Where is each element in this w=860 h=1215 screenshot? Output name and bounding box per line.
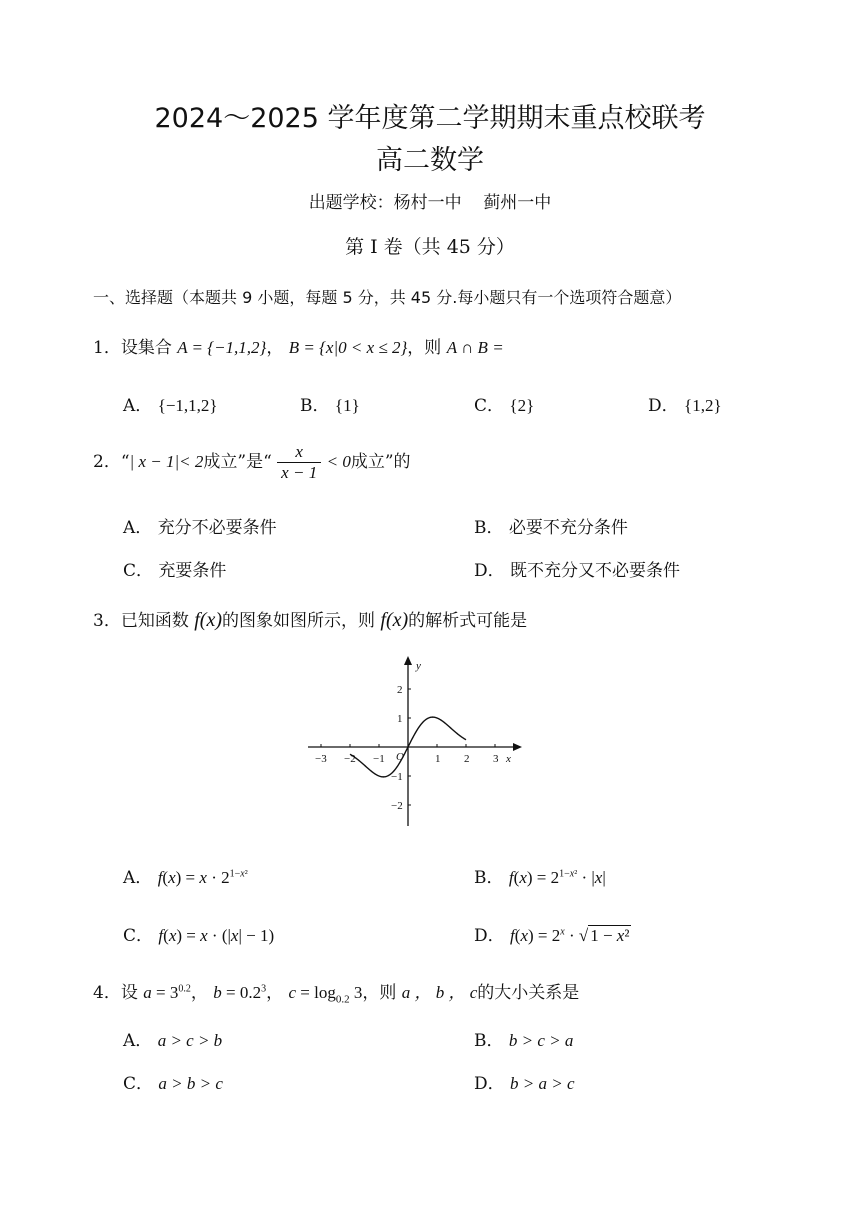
origin-label: O bbox=[396, 751, 404, 763]
x-tick-label: 2 bbox=[464, 753, 470, 765]
option-label: A． bbox=[123, 1031, 153, 1051]
option-d: D． $f(x) = 2^x$ · √ 1 − x² bbox=[474, 926, 630, 946]
option-label: B． bbox=[474, 1031, 504, 1051]
option-c bbox=[474, 391, 534, 416]
question-text: ， bbox=[266, 338, 284, 358]
math-set-b: B = {x|0 < x ≤ 2} bbox=[288, 338, 408, 357]
question-3 bbox=[93, 606, 527, 632]
fraction bbox=[277, 442, 321, 483]
quote-open: “ bbox=[120, 452, 130, 472]
question-number: 1． bbox=[93, 338, 121, 358]
option-label: C． bbox=[474, 396, 505, 416]
option-text: 既不充分又不必要条件 bbox=[510, 561, 681, 581]
volume-heading: 第 I 卷（共 45 分） bbox=[345, 236, 515, 258]
section-heading: 一、选择题（本题共 9 小题，每题 5 分，共 45 分.每小题只有一个选项符合题意） bbox=[93, 288, 682, 307]
x-axis-arrow bbox=[513, 743, 522, 751]
math-fx: f(x) bbox=[194, 609, 222, 631]
option-b bbox=[300, 391, 360, 416]
option-label: C． bbox=[123, 1074, 154, 1094]
option-label: D． bbox=[474, 926, 505, 946]
option-text: a > b > c bbox=[158, 1074, 223, 1093]
x-tick-label: −2 bbox=[344, 753, 356, 765]
option-label: A． bbox=[123, 868, 153, 888]
question-text: 设 bbox=[120, 983, 138, 1003]
math-set-a: A = {−1,1,2} bbox=[177, 338, 267, 357]
option-formula: f bbox=[508, 868, 514, 887]
question-text: 的图象如图所示，则 bbox=[222, 611, 375, 631]
option-text: 充要条件 bbox=[158, 561, 227, 581]
option-text: b > c > a bbox=[508, 1031, 574, 1050]
option-label: A． bbox=[123, 396, 153, 416]
option-c bbox=[123, 556, 226, 581]
question-text: ，则 bbox=[362, 983, 397, 1003]
option-label: B． bbox=[300, 396, 330, 416]
exam-title: 2024～2025 学年度第二学期期末重点校联考 bbox=[154, 103, 706, 134]
option-formula: f bbox=[510, 926, 515, 945]
option-label: B． bbox=[474, 868, 504, 888]
separator: ， bbox=[190, 983, 208, 1003]
option-d bbox=[474, 556, 680, 581]
option-text: {1,2} bbox=[684, 396, 722, 415]
option-label: C． bbox=[123, 926, 154, 946]
x-tick-label: −3 bbox=[315, 753, 327, 765]
math-vars: a ， b ， c bbox=[401, 983, 478, 1002]
question-number: 2． bbox=[93, 452, 121, 472]
function-graph bbox=[300, 650, 530, 830]
math-c: c bbox=[288, 983, 297, 1002]
option-a bbox=[123, 1026, 222, 1051]
exam-subject: 高二数学 bbox=[376, 145, 484, 176]
option-b bbox=[474, 1026, 573, 1051]
question-1 bbox=[93, 333, 504, 358]
y-axis-label: y bbox=[416, 660, 421, 672]
y-tick-label: −1 bbox=[391, 771, 403, 783]
question-text: 成立”是“ bbox=[203, 452, 272, 472]
fraction-numerator: x bbox=[277, 442, 321, 463]
question-text: 的大小关系是 bbox=[477, 983, 580, 1003]
question-2 bbox=[93, 442, 411, 483]
option-b bbox=[474, 513, 628, 538]
option-text: {1} bbox=[334, 396, 360, 415]
math-expression: A ∩ B = bbox=[446, 338, 504, 357]
y-axis-arrow bbox=[404, 656, 412, 665]
math-b: b bbox=[213, 983, 222, 1002]
question-text: ，则 bbox=[407, 338, 442, 358]
y-tick-label: 2 bbox=[397, 684, 403, 696]
math-a: a bbox=[143, 983, 152, 1002]
option-text: {−1,1,2} bbox=[157, 396, 218, 415]
condition-1: | x − 1|< 2 bbox=[129, 452, 204, 471]
question-text: 已知函数 bbox=[120, 611, 189, 631]
fraction-denominator: x − 1 bbox=[281, 463, 318, 482]
option-formula: f bbox=[157, 868, 163, 887]
option-c: C． f(x) = x · (|x| − 1) bbox=[123, 926, 275, 946]
option-label: A． bbox=[123, 518, 153, 538]
option-text: 充分不必要条件 bbox=[157, 518, 277, 538]
option-label: D． bbox=[474, 561, 505, 581]
option-label: D． bbox=[648, 396, 679, 416]
math-fx: f(x) bbox=[380, 609, 409, 631]
y-tick-label: 1 bbox=[397, 713, 403, 725]
x-tick-label: 3 bbox=[493, 753, 499, 765]
option-a bbox=[123, 391, 218, 416]
option-b: B． $f(x) = 2^{1-x^2} \cdot |x|$ bbox=[474, 868, 606, 888]
option-text: 必要不充分条件 bbox=[508, 518, 628, 538]
condition-2: < 0 bbox=[326, 452, 351, 471]
option-d bbox=[474, 1069, 575, 1094]
option-label: B． bbox=[474, 518, 504, 538]
option-a: A． $f(x) = x \cdot 2^{1-x^2}$ bbox=[123, 868, 248, 888]
y-tick-label: −2 bbox=[391, 800, 403, 812]
question-text: 设集合 bbox=[120, 338, 172, 358]
option-text: {2} bbox=[509, 396, 535, 415]
x-axis-label: x bbox=[506, 753, 511, 765]
option-label: C． bbox=[123, 561, 154, 581]
question-number: 3． bbox=[93, 611, 121, 631]
option-c bbox=[123, 1069, 223, 1094]
option-label: D． bbox=[474, 1074, 505, 1094]
option-text: a > c > b bbox=[157, 1031, 223, 1050]
exam-schools: 出题学校：杨村一中 蓟州一中 bbox=[308, 193, 552, 213]
x-tick-label: 1 bbox=[435, 753, 441, 765]
question-number: 4． bbox=[93, 983, 121, 1003]
option-d bbox=[648, 391, 722, 416]
question-text: 成立”的 bbox=[350, 452, 411, 472]
question-text: 的解析式可能是 bbox=[408, 611, 528, 631]
question-4: 4．设 $a = 3^{0.2}$， $b = 0.2^3$， $c = \log_{0.2} 3$，则 a ， b ， c的大小关系是 bbox=[93, 983, 580, 1006]
option-a bbox=[123, 513, 277, 538]
x-tick-label: −1 bbox=[373, 753, 385, 765]
separator: ， bbox=[266, 983, 284, 1003]
option-formula: f bbox=[158, 926, 164, 945]
option-text: b > a > c bbox=[510, 1074, 575, 1093]
